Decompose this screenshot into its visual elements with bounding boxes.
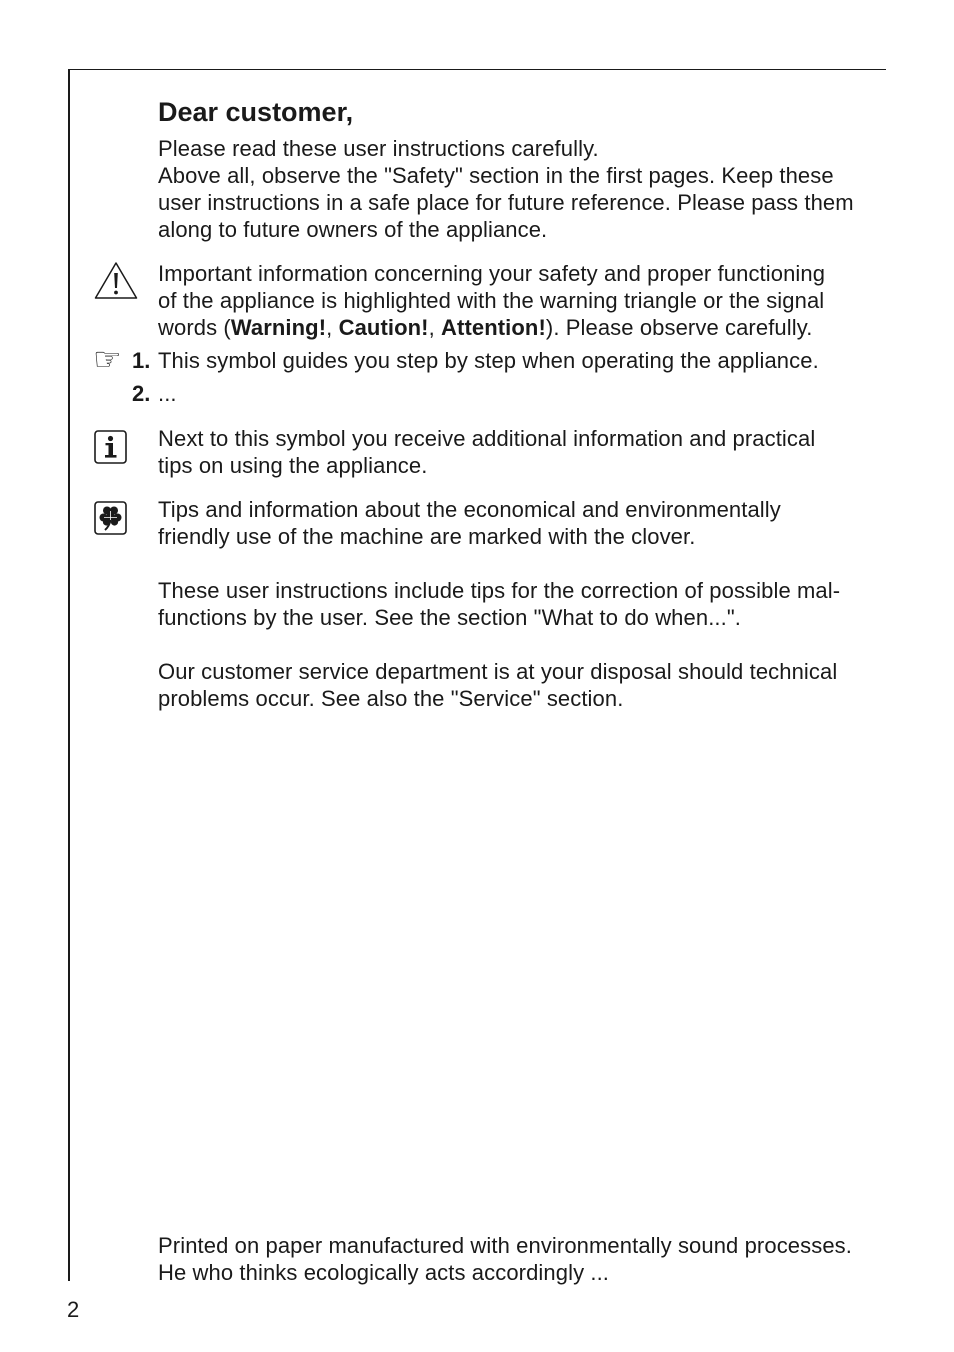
troubleshooting-line: These user instructions include tips for the correction of possible mal- [158,578,841,603]
step-number: 2. [132,381,151,406]
left-margin-rule [68,69,70,1281]
signal-separator: , [326,315,339,340]
signal-word-attention: Attention! [441,315,546,340]
warning-signal-words-line [158,314,825,341]
troubleshooting-line: functions by the user. See the section "What to do when...". [158,605,741,630]
signal-word-caution: Caution! [338,315,429,340]
warning-triangle-icon [94,261,138,300]
pointing-hand-icon: ☞ [93,340,122,378]
signal-separator: , [428,315,442,340]
environment-line: Tips and information about the economical and environmentally [158,497,781,522]
service-paragraph [158,658,837,712]
footer-line: He who thinks ecologically acts accordingly ... [158,1260,610,1285]
footer-note [158,1232,852,1286]
info-line: Next to this symbol you receive additional information and practical [158,426,816,451]
intro-paragraph [158,135,854,243]
footer-line: Printed on paper manufactured with environmentally sound processes. [158,1233,852,1258]
signal-line-prefix: words ( [158,315,231,340]
info-paragraph [158,425,815,479]
step-text: ... [158,381,177,406]
info-icon [94,430,128,464]
warning-line: of the appliance is highlighted with the warning triangle or the signal [158,288,825,313]
intro-line: Above all, observe the "Safety" section in the first pages. Keep these [158,163,834,188]
top-rule [68,69,886,70]
warning-paragraph [158,260,825,341]
clover-icon [94,501,128,535]
service-line: Our customer service department is at your disposal should technical [158,659,838,684]
intro-line: Please read these user instructions carefully. [158,136,599,161]
signal-line-suffix: ). Please observe carefully. [545,315,813,340]
troubleshooting-paragraph [158,577,840,631]
signal-word-warning: Warning! [230,315,327,340]
environment-paragraph [158,496,781,550]
environment-line: friendly use of the machine are marked with the clover. [158,524,696,549]
page-number: 2 [67,1297,80,1322]
warning-line: Important information concerning your safety and proper functioning [158,261,826,286]
step-text: This symbol guides you step by step when operating the appliance. [158,348,819,373]
intro-line: along to future owners of the appliance. [158,217,548,242]
service-line: problems occur. See also the "Service" section. [158,686,624,711]
info-line: tips on using the appliance. [158,453,428,478]
step-number: 1. [132,348,151,373]
intro-line: user instructions in a safe place for future reference. Please pass them [158,190,854,215]
page-title: Dear customer, [158,97,354,127]
